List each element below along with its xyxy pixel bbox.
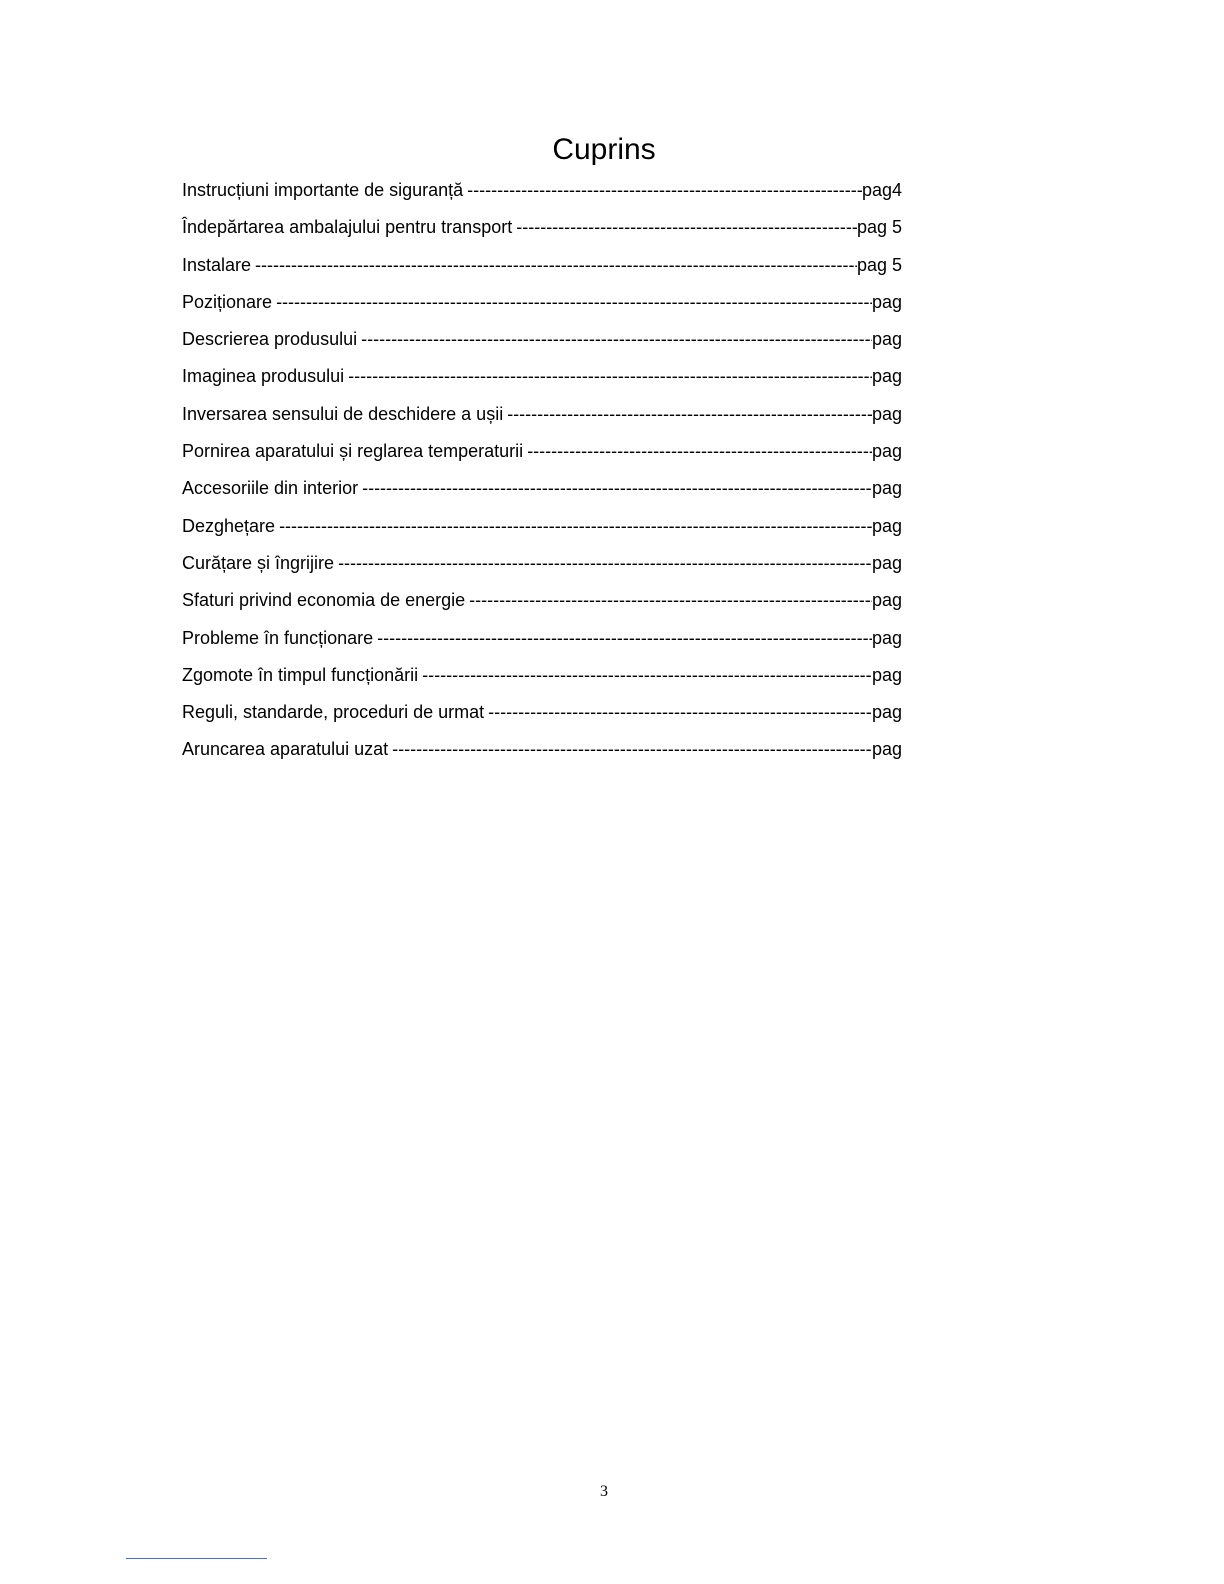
toc-leader-dashes [527,433,872,470]
toc-entry-page: pag [871,291,902,312]
toc-entry [182,433,902,470]
toc-leader-dashes [469,582,872,619]
toc-entry [182,657,902,694]
toc-entry-title: Imaginea produsului [182,366,345,387]
toc-entry-page: pag4 [861,180,902,200]
toc-leader-dashes [377,620,872,657]
page-title: Cuprins [552,133,656,166]
toc-entry-title: Sfaturi privind economia de energie [182,590,466,611]
toc-entry-title: Aruncarea aparatului uzat [182,739,389,760]
toc-entry-page: pag [871,441,902,462]
toc-entry [182,321,902,358]
toc-entry [182,247,902,284]
toc-entry-title: Zgomote în timpul funcționării [182,664,419,685]
toc-leader-dashes [516,209,857,246]
toc-entry-title: Îndepărtarea ambalajului pentru transport [182,217,513,238]
toc-leader-dashes [507,396,872,433]
toc-entry [182,545,902,582]
toc-entry-title: Poziționare [182,291,273,312]
toc-entry-page: pag [871,664,902,685]
toc-leader-dashes [362,470,872,507]
toc-entry-title: Dezghețare [182,515,276,536]
table-of-contents [182,172,902,769]
toc-entry-page: pag [871,627,902,648]
toc-entry-title: Curățare și îngrijire [182,552,335,573]
toc-entry-page: pag [871,403,902,424]
toc-entry-title: Instalare [182,254,252,275]
toc-leader-dashes [276,284,872,321]
toc-entry-page: pag 5 [856,217,902,238]
toc-entry-page: pag [871,366,902,387]
toc-entry [182,470,902,507]
toc-leader-dashes [361,321,872,358]
toc-entry-title: Pornirea aparatului și reglarea temperaturii [182,441,524,462]
toc-entry [182,508,902,545]
toc-entry-title: Accesoriile din interior [182,478,359,499]
toc-entry-page: pag [871,478,902,499]
toc-entry [182,358,902,395]
toc-entry-title: Inversarea sensului de deschidere a ușii [182,403,504,424]
toc-entry-title: Probleme în funcționare [182,627,374,648]
page-number: 3 [600,1483,608,1500]
toc-leader-dashes [488,694,872,731]
toc-entry-page: pag [871,739,902,760]
toc-leader-dashes [338,545,872,582]
toc-entry-title: Instrucțiuni importante de siguranță [182,180,464,200]
toc-entry-page: pag [871,552,902,573]
toc-leader-dashes [255,247,857,284]
toc-entry [182,620,902,657]
toc-entry [182,731,902,768]
toc-leader-dashes [279,508,872,545]
toc-entry-page: pag [871,590,902,611]
toc-entry [182,694,902,731]
footnote-separator [126,1558,267,1559]
toc-entry-page: pag [871,329,902,350]
toc-entry [182,284,902,321]
toc-leader-dashes [392,731,872,768]
toc-leader-dashes [422,657,872,694]
toc-entry [182,582,902,619]
toc-entry-page: pag [871,515,902,536]
toc-leader-dashes [467,172,862,209]
toc-entry [182,209,902,246]
toc-entry [182,172,902,209]
toc-entry-page: pag [871,702,902,723]
toc-entry-title: Reguli, standarde, proceduri de urmat [182,702,485,723]
toc-entry [182,396,902,433]
toc-entry-page: pag 5 [856,254,902,275]
toc-leader-dashes [348,358,872,395]
toc-entry-title: Descrierea produsului [182,329,358,350]
